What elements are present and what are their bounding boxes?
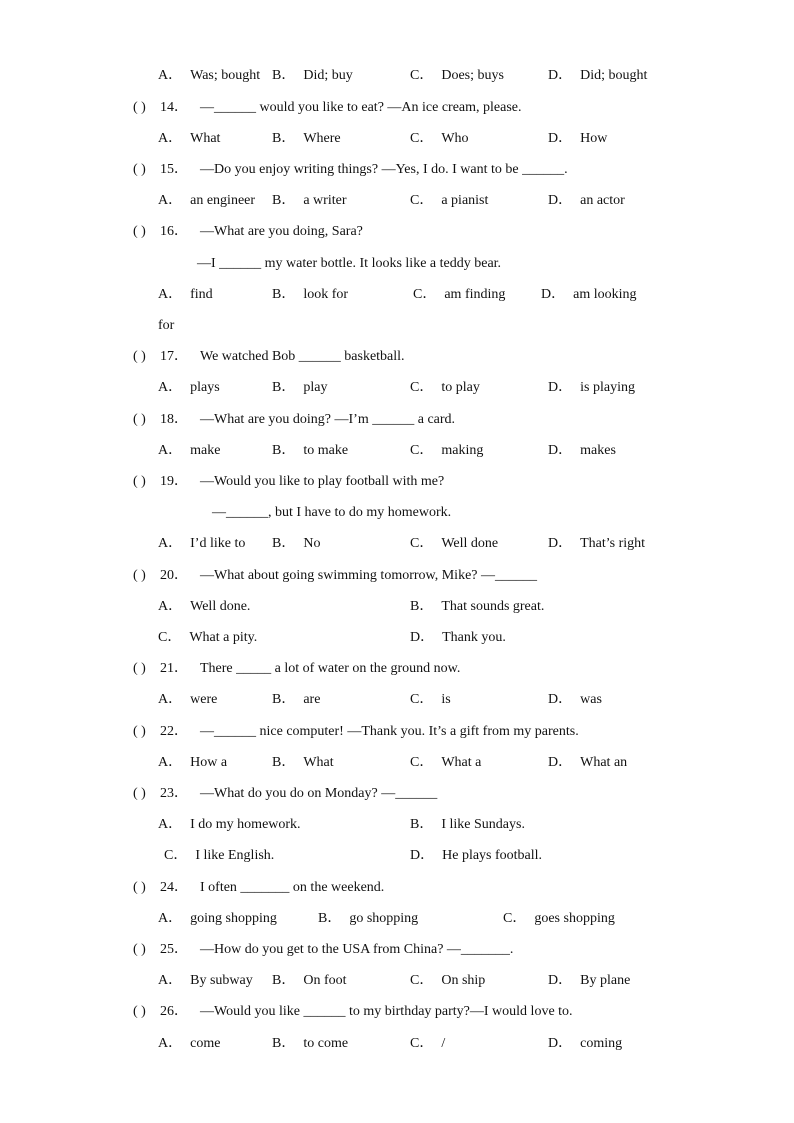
option-letter: D． <box>410 848 435 863</box>
question-continuation <box>0 316 794 336</box>
option-text: What a <box>441 755 482 770</box>
option-text: is playing <box>580 380 635 395</box>
question-row <box>0 659 794 679</box>
option-text: plays <box>190 380 220 395</box>
option-text: What an <box>580 755 628 770</box>
answer-option[interactable] <box>158 753 227 773</box>
option-letter: D． <box>548 1036 573 1051</box>
option-letter: C． <box>410 755 434 770</box>
question-row <box>0 472 794 492</box>
question-number: 16． <box>160 224 188 239</box>
option-letter: B． <box>272 443 296 458</box>
option-letter: C． <box>410 380 434 395</box>
option-text: Does; buys <box>441 68 504 83</box>
option-text: to make <box>303 443 349 458</box>
answer-option[interactable] <box>410 971 485 991</box>
question-row <box>0 1002 794 1022</box>
answer-option[interactable] <box>410 753 481 773</box>
option-text: coming <box>580 1036 623 1051</box>
option-text: How a <box>190 755 228 770</box>
option-text: On foot <box>303 973 347 988</box>
answer-blank[interactable]: ( ) <box>133 162 146 177</box>
option-letter: B． <box>410 599 434 614</box>
answer-blank[interactable]: ( ) <box>133 724 146 739</box>
answer-option[interactable] <box>158 441 220 461</box>
option-text: Where <box>303 131 341 146</box>
answer-option[interactable] <box>548 66 647 86</box>
options-row <box>0 66 794 86</box>
options-row <box>0 909 794 929</box>
answer-blank[interactable]: ( ) <box>133 224 146 239</box>
answer-option[interactable] <box>410 129 469 149</box>
options-row <box>0 690 794 710</box>
option-letter: C． <box>158 630 182 645</box>
answer-option[interactable] <box>158 628 257 648</box>
option-letter: C． <box>410 536 434 551</box>
option-text: was <box>580 692 602 707</box>
option-text: to play <box>441 380 480 395</box>
question-text: —I ______ my water bottle. It looks like a teddy bear. <box>197 256 502 271</box>
question-text: —What are you doing, Sara? <box>200 224 363 239</box>
options-row <box>0 753 794 773</box>
answer-option[interactable] <box>272 129 341 149</box>
option-text: a pianist <box>441 193 489 208</box>
option-letter: A． <box>158 599 183 614</box>
option-text: That sounds great. <box>441 599 545 614</box>
answer-blank[interactable]: ( ) <box>133 568 146 583</box>
answer-blank[interactable]: ( ) <box>133 661 146 676</box>
option-text: going shopping <box>190 911 277 926</box>
option-text: an engineer <box>190 193 256 208</box>
options-row <box>0 285 794 305</box>
option-text: Who <box>441 131 469 146</box>
option-letter: C． <box>410 692 434 707</box>
question-continuation <box>0 503 794 523</box>
answer-blank[interactable]: ( ) <box>133 942 146 957</box>
answer-option[interactable] <box>503 909 615 929</box>
answer-option[interactable] <box>272 534 320 554</box>
option-text: By subway <box>190 973 253 988</box>
answer-option[interactable] <box>548 971 630 991</box>
option-letter: B． <box>272 755 296 770</box>
option-letter: C． <box>164 848 188 863</box>
answer-option[interactable] <box>413 285 505 305</box>
answer-option[interactable] <box>272 753 334 773</box>
question-text: —What about going swimming tomorrow, Mike? —______ <box>200 568 537 583</box>
options-row <box>0 129 794 149</box>
answer-option[interactable] <box>272 971 347 991</box>
answer-option[interactable] <box>548 534 645 554</box>
option-text: On ship <box>441 973 486 988</box>
question-row <box>0 784 794 804</box>
option-letter: C． <box>413 287 437 302</box>
options-row <box>0 815 794 835</box>
option-text: What <box>303 755 334 770</box>
options-row <box>0 1034 794 1054</box>
answer-option[interactable] <box>272 441 348 461</box>
option-text: to come <box>303 1036 349 1051</box>
answer-blank[interactable]: ( ) <box>133 880 146 895</box>
question-row <box>0 160 794 180</box>
answer-blank[interactable]: ( ) <box>133 474 146 489</box>
option-text: make <box>190 443 221 458</box>
question-row <box>0 878 794 898</box>
options-row <box>0 378 794 398</box>
option-letter: B． <box>272 692 296 707</box>
question-text: for <box>158 318 175 333</box>
question-number: 21． <box>160 661 188 676</box>
question-number: 19． <box>160 474 188 489</box>
answer-option[interactable] <box>548 690 602 710</box>
answer-option[interactable] <box>272 378 327 398</box>
answer-blank[interactable]: ( ) <box>133 349 146 364</box>
option-letter: A． <box>158 692 183 707</box>
option-text: were <box>190 692 218 707</box>
question-text: —______, but I have to do my homework. <box>212 505 452 520</box>
option-letter: D． <box>548 973 573 988</box>
answer-blank[interactable]: ( ) <box>133 1004 146 1019</box>
option-letter: A． <box>158 193 183 208</box>
option-text: I’d like to <box>190 536 246 551</box>
answer-option[interactable] <box>158 597 250 617</box>
answer-option[interactable] <box>410 378 480 398</box>
question-number: 24． <box>160 880 188 895</box>
option-text: He plays football. <box>442 848 543 863</box>
options-row <box>0 441 794 461</box>
answer-option[interactable] <box>272 690 320 710</box>
option-text: am finding <box>444 287 506 302</box>
option-letter: A． <box>158 911 183 926</box>
option-letter: B． <box>410 817 434 832</box>
question-number: 14． <box>160 100 188 115</box>
answer-option[interactable] <box>272 285 348 305</box>
option-letter: D． <box>548 692 573 707</box>
answer-option[interactable] <box>158 66 260 86</box>
answer-option[interactable] <box>410 191 488 211</box>
option-letter: B． <box>272 536 296 551</box>
options-row <box>0 628 794 648</box>
option-text: I like Sundays. <box>441 817 525 832</box>
option-text: find <box>190 287 213 302</box>
option-letter: C． <box>410 1036 434 1051</box>
question-row <box>0 566 794 586</box>
option-text: Well done <box>441 536 499 551</box>
option-text: makes <box>580 443 616 458</box>
answer-option[interactable] <box>410 690 451 710</box>
question-number: 22． <box>160 724 188 739</box>
answer-option[interactable] <box>158 191 255 211</box>
option-letter: D． <box>548 193 573 208</box>
question-text: —______ nice computer! —Thank you. It’s a gift from my parents. <box>200 724 579 739</box>
question-number: 23． <box>160 786 188 801</box>
answer-blank[interactable]: ( ) <box>133 100 146 115</box>
option-text: How <box>580 131 608 146</box>
question-text: —What do you do on Monday? —______ <box>200 786 438 801</box>
answer-option[interactable] <box>272 191 347 211</box>
option-letter: B． <box>272 973 296 988</box>
option-letter: C． <box>410 131 434 146</box>
answer-option[interactable] <box>158 378 220 398</box>
answer-option[interactable] <box>410 815 525 835</box>
answer-option[interactable] <box>158 690 217 710</box>
answer-option[interactable] <box>410 1034 445 1054</box>
question-text: —What are you doing? —I’m ______ a card. <box>200 412 456 427</box>
option-letter: D． <box>541 287 566 302</box>
answer-option[interactable] <box>158 815 301 835</box>
question-number: 25． <box>160 942 188 957</box>
option-text: are <box>303 692 321 707</box>
option-text: I do my homework. <box>190 817 301 832</box>
question-text: —Would you like ______ to my birthday party?—I would love to. <box>200 1004 573 1019</box>
answer-option[interactable] <box>548 1034 622 1054</box>
option-text: By plane <box>580 973 631 988</box>
option-text: I like English. <box>195 848 275 863</box>
option-letter: A． <box>158 68 183 83</box>
option-letter: D． <box>548 536 573 551</box>
answer-option[interactable] <box>548 191 625 211</box>
option-letter: D． <box>548 443 573 458</box>
question-row <box>0 410 794 430</box>
options-row <box>0 971 794 991</box>
answer-blank[interactable]: ( ) <box>133 786 146 801</box>
option-letter: C． <box>410 443 434 458</box>
question-text: —______ would you like to eat? —An ice cream, please. <box>200 100 522 115</box>
options-row <box>0 191 794 211</box>
question-row <box>0 722 794 742</box>
option-letter: C． <box>410 193 434 208</box>
option-text: a writer <box>303 193 347 208</box>
question-text: There _____ a lot of water on the ground now. <box>200 661 461 676</box>
answer-option[interactable] <box>158 534 245 554</box>
option-letter: D． <box>548 755 573 770</box>
option-text: Well done. <box>190 599 251 614</box>
option-letter: C． <box>410 68 434 83</box>
answer-option[interactable] <box>158 285 213 305</box>
question-number: 15． <box>160 162 188 177</box>
option-text: / <box>441 1036 446 1051</box>
answer-option[interactable] <box>158 971 253 991</box>
answer-option[interactable] <box>548 378 635 398</box>
answer-option[interactable] <box>410 597 544 617</box>
answer-option[interactable] <box>410 534 498 554</box>
option-letter: A． <box>158 287 183 302</box>
option-letter: B． <box>318 911 342 926</box>
option-letter: B． <box>272 131 296 146</box>
option-text: Was; bought <box>190 68 261 83</box>
option-text: Did; buy <box>303 68 353 83</box>
options-row <box>0 597 794 617</box>
option-letter: A． <box>158 131 183 146</box>
option-letter: B． <box>272 380 296 395</box>
question-number: 17． <box>160 349 188 364</box>
question-text: I often _______ on the weekend. <box>200 880 385 895</box>
question-continuation <box>0 254 794 274</box>
question-number: 18． <box>160 412 188 427</box>
option-text: That’s right <box>580 536 646 551</box>
option-letter: D． <box>548 68 573 83</box>
option-text: go shopping <box>349 911 419 926</box>
option-letter: A． <box>158 973 183 988</box>
question-row <box>0 940 794 960</box>
question-number: 20． <box>160 568 188 583</box>
option-text: is <box>441 692 451 707</box>
option-text: What a pity. <box>189 630 258 645</box>
option-letter: A． <box>158 755 183 770</box>
answer-option[interactable] <box>158 1034 220 1054</box>
option-text: an actor <box>580 193 625 208</box>
answer-option[interactable] <box>164 846 274 866</box>
option-text: am looking <box>573 287 637 302</box>
option-text: play <box>303 380 328 395</box>
option-letter: B． <box>272 68 296 83</box>
answer-option[interactable] <box>272 66 353 86</box>
answer-option[interactable] <box>158 909 277 929</box>
question-text: —Do you enjoy writing things? —Yes, I do. I want to be ______. <box>200 162 568 177</box>
option-letter: D． <box>410 630 435 645</box>
answer-option[interactable] <box>548 753 627 773</box>
question-text: —How do you get to the USA from China? —_______. <box>200 942 514 957</box>
option-text: What <box>190 131 221 146</box>
option-text: No <box>303 536 321 551</box>
options-row <box>0 534 794 554</box>
option-text: look for <box>303 287 349 302</box>
option-letter: A． <box>158 443 183 458</box>
question-row <box>0 98 794 118</box>
options-row <box>0 846 794 866</box>
option-letter: A． <box>158 380 183 395</box>
option-letter: C． <box>410 973 434 988</box>
answer-option[interactable] <box>548 441 616 461</box>
answer-option[interactable] <box>410 846 542 866</box>
answer-option[interactable] <box>410 441 483 461</box>
option-letter: A． <box>158 817 183 832</box>
option-letter: A． <box>158 536 183 551</box>
answer-option[interactable] <box>548 129 607 149</box>
question-row <box>0 222 794 242</box>
answer-option[interactable] <box>410 628 506 648</box>
option-letter: B． <box>272 287 296 302</box>
answer-blank[interactable]: ( ) <box>133 412 146 427</box>
option-letter: D． <box>548 131 573 146</box>
option-text: Thank you. <box>442 630 506 645</box>
answer-option[interactable] <box>541 285 637 305</box>
answer-option[interactable] <box>318 909 418 929</box>
option-letter: B． <box>272 1036 296 1051</box>
question-number: 26． <box>160 1004 188 1019</box>
question-text: —Would you like to play football with me? <box>200 474 445 489</box>
answer-option[interactable] <box>158 129 220 149</box>
answer-option[interactable] <box>410 66 504 86</box>
option-letter: A． <box>158 1036 183 1051</box>
question-text: We watched Bob ______ basketball. <box>200 349 405 364</box>
answer-option[interactable] <box>272 1034 348 1054</box>
option-letter: C． <box>503 911 527 926</box>
option-text: goes shopping <box>534 911 615 926</box>
option-text: making <box>441 443 484 458</box>
question-row <box>0 347 794 367</box>
option-text: come <box>190 1036 221 1051</box>
option-letter: D． <box>548 380 573 395</box>
option-text: Did; bought <box>580 68 648 83</box>
option-letter: B． <box>272 193 296 208</box>
